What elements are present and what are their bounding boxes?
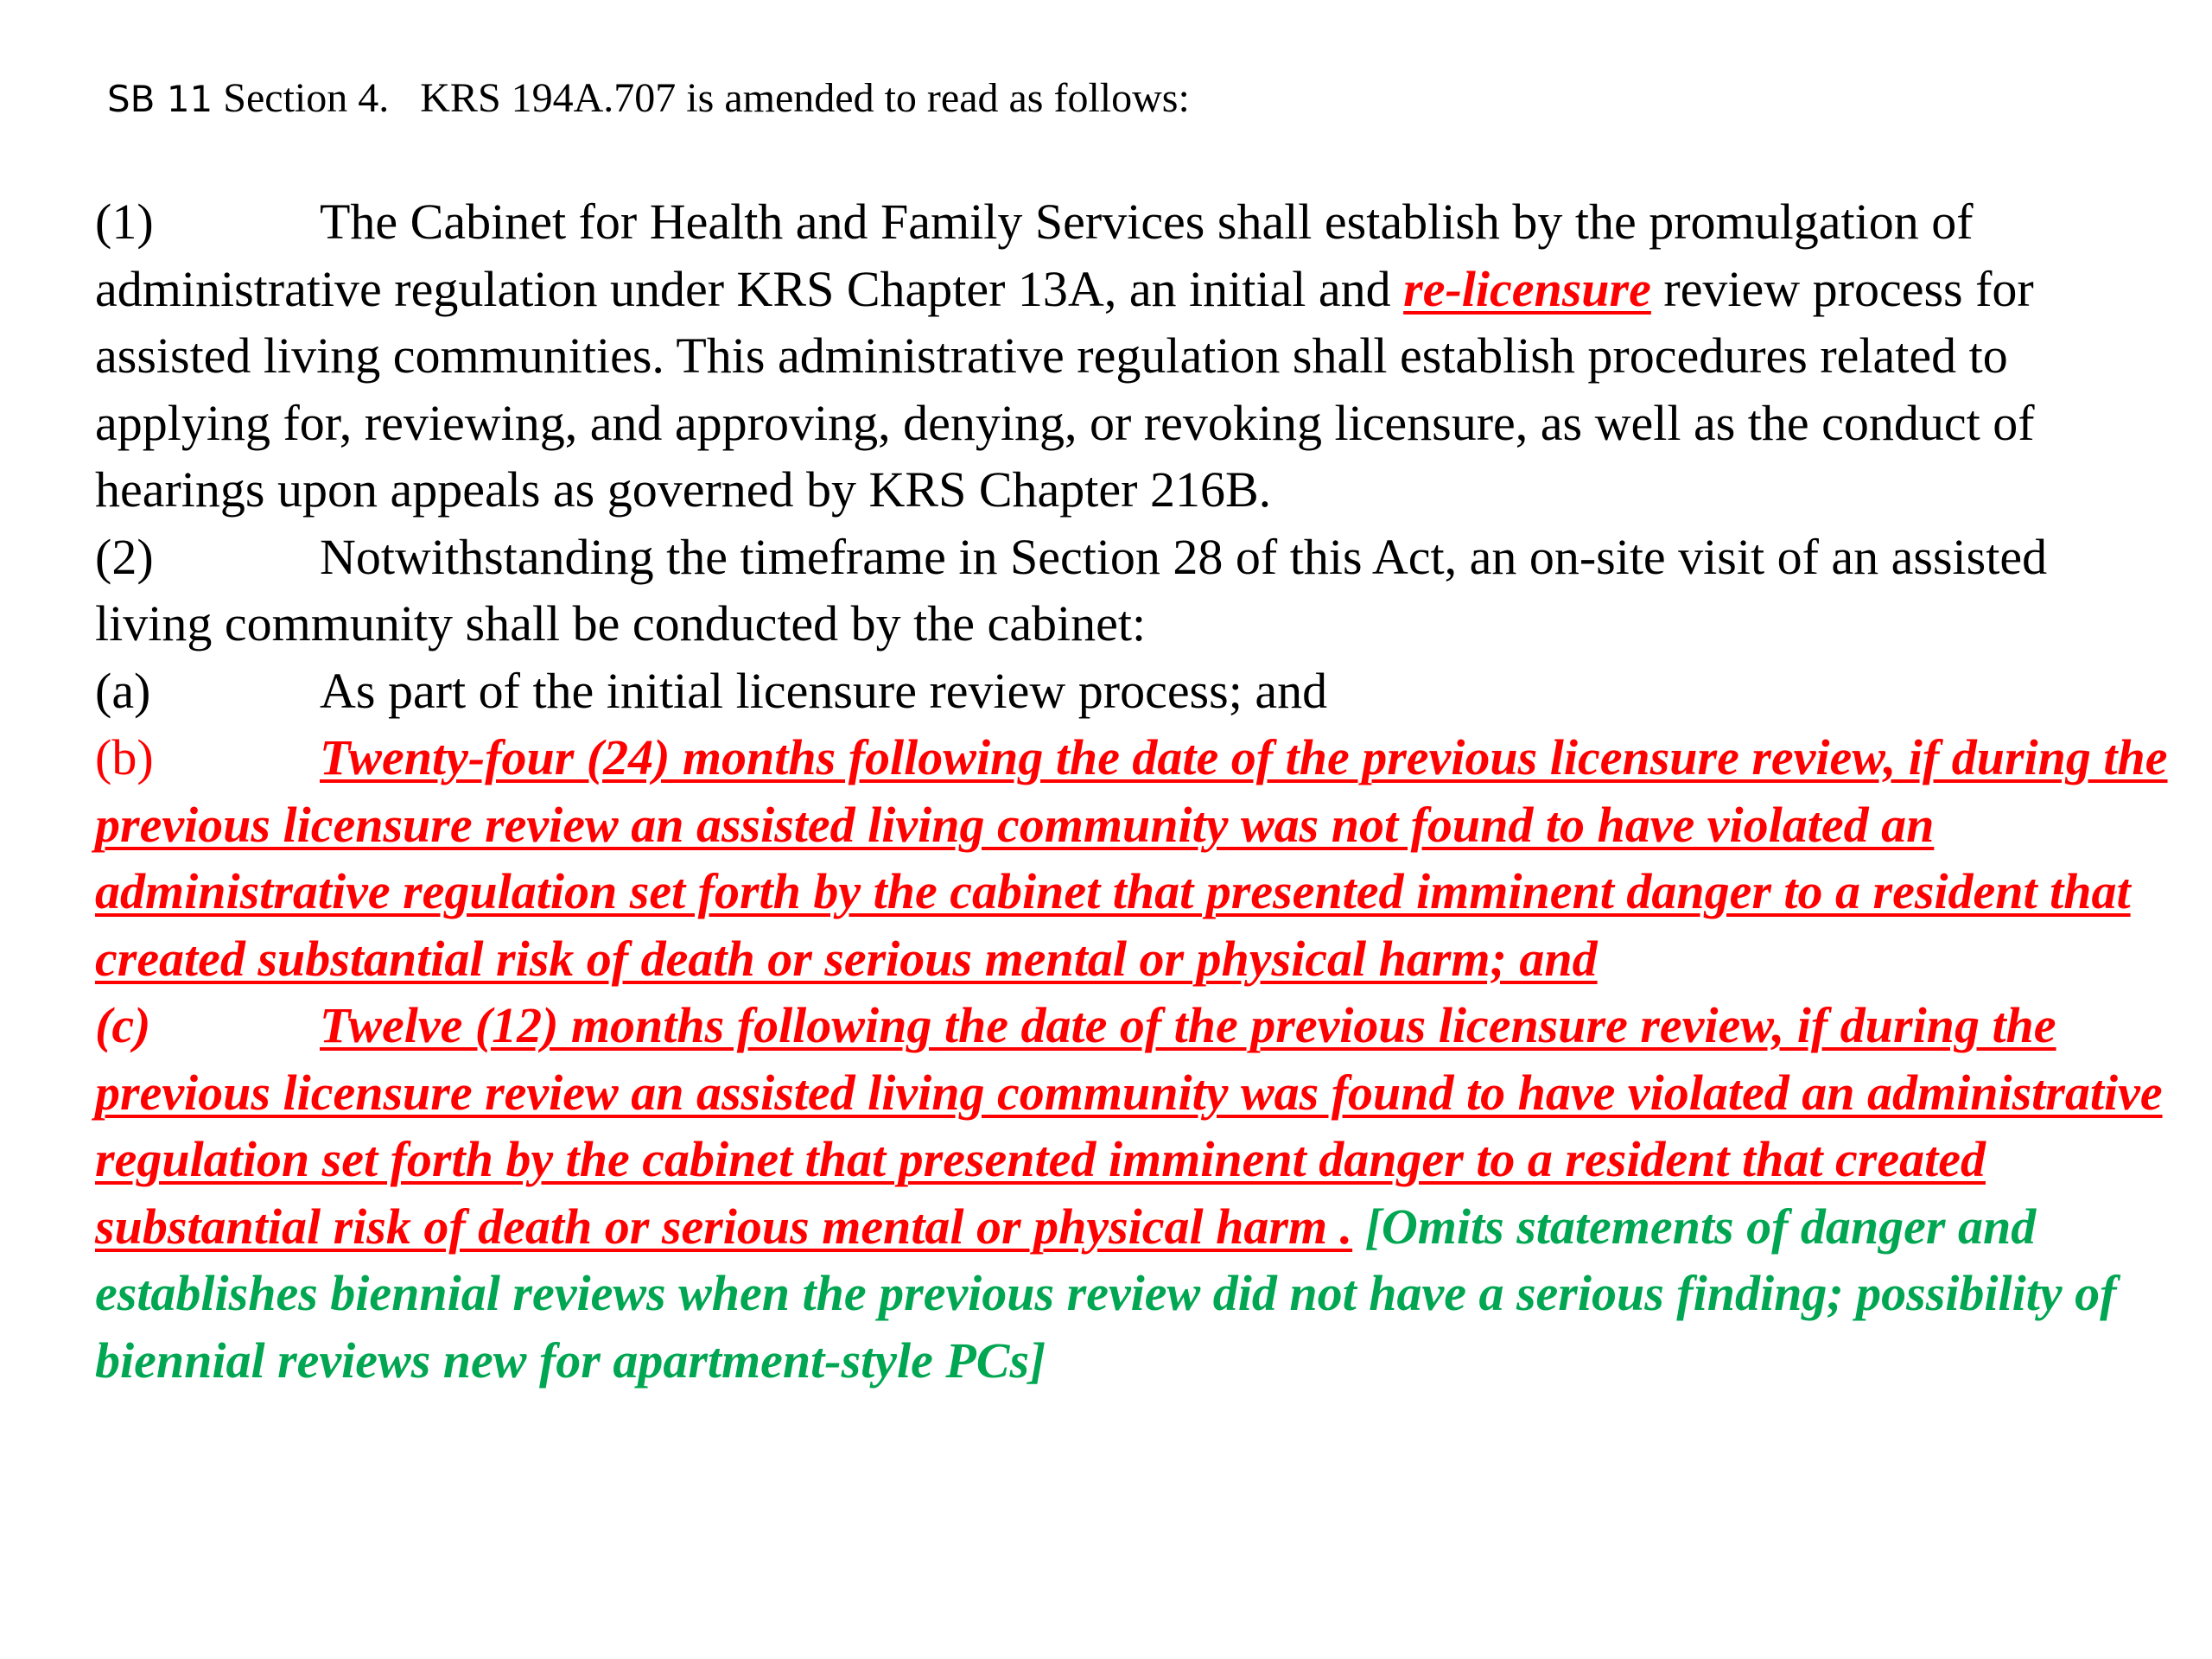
subsection-text-continued: review process for assisted living communities. This administrative regulation shall establish procedures related to applying for, reviewing, and approving, denying, or revoking licensure, as well as the conduct of hearings upon appeals as governed by KRS Chapter 216B.: [95, 260, 2035, 518]
paragraph-text-and: and: [1242, 662, 1328, 719]
inserted-text: re-licensure: [1403, 260, 1651, 317]
paragraph-letter: (c): [95, 997, 151, 1053]
paragraph-a: [95, 658, 2169, 725]
subsection-text: The Cabinet for Health and Family Services shall establish by the promulgation of administrative regulation under KRS Chapter 13A, an initial and: [95, 194, 1974, 317]
paragraph-b: [95, 724, 2169, 992]
statute-body: [95, 188, 2169, 1394]
subsection-1: [95, 188, 2169, 524]
commentary-note: [Omits statements of danger and establishes biennial reviews when the previous review did not have a serious finding; possibility of biennial reviews new for apartment-style PCs]: [95, 1198, 2117, 1389]
inserted-paragraph-text: Twenty-four (24) months following the date of the previous licensure review, if during the previous licensure review an assisted living community was not found to have violated an administrative regulation set forth by the cabinet that presented imminent danger to a resident that created substantial risk of death or serious mental or physical harm; and: [95, 729, 2168, 987]
subsection-number: (1): [95, 194, 154, 250]
paragraph-letter: (a): [95, 662, 151, 719]
paragraph-c: [95, 992, 2169, 1394]
inserted-paragraph-text: Twelve (12) months following the date of the previous licensure review, if during the previous licensure review an assisted living community was found to have violated an administrative regulation set forth by the cabinet that presented imminent danger to a resident that created substantial risk of death or serious mental or physical harm .: [95, 997, 2163, 1255]
subsection-number: (2): [95, 528, 154, 585]
section-title: Section 4. KRS 194A.707 is amended to read as follows:: [213, 75, 1190, 121]
subsection-text: Notwithstanding the timeframe in Section 28 of this Act, an on-site visit of an assisted living community shall be conducted by the cabinet:: [95, 528, 2048, 652]
paragraph-letter: (b): [95, 729, 154, 785]
bill-label: SB 11: [107, 78, 213, 120]
paragraph-text: As part of the initial licensure review process;: [320, 662, 1243, 719]
section-heading: [107, 67, 1190, 130]
subsection-2: [95, 524, 2169, 658]
